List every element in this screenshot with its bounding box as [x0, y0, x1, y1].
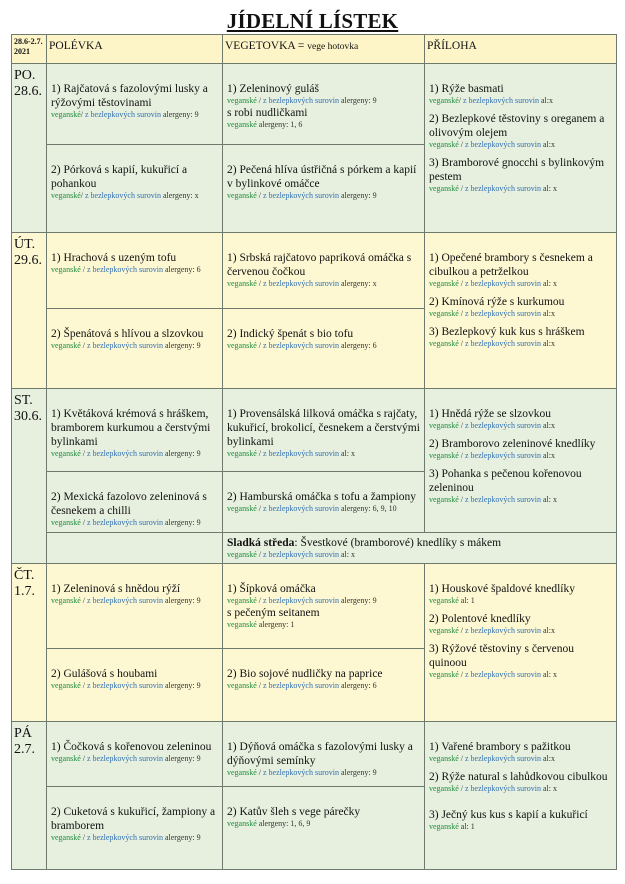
dish-name: 2) Gulášová s houbami	[51, 668, 158, 680]
dish-tag: veganské / z bezlepkových surovin alergeny: 9	[51, 518, 201, 527]
side-name: 2) Polentové knedlíky	[429, 613, 531, 625]
soup-cell	[47, 649, 223, 722]
side-item	[429, 467, 612, 505]
side-item	[429, 251, 612, 289]
day-date: 28.6.	[14, 84, 42, 99]
dish-name: 1) Srbská rajčatovo papriková omáčka s červenou čočkou	[227, 252, 412, 278]
sweet-tag: veganské / z bezlepkových surovin al: x	[227, 550, 355, 559]
day-date: 1.7.	[14, 584, 35, 599]
side-name: 3) Rýžové těstoviny s červenou quinoou	[429, 643, 574, 669]
dish-tag: veganské / z bezlepkových surovin alergeny: 6	[227, 681, 377, 690]
veg-cell	[223, 145, 425, 233]
side-tag: veganské / z bezlepkových surovin al:x	[429, 421, 555, 430]
side-tag: veganské/ z bezlepkových surovin al:x	[429, 96, 553, 105]
side-tag: veganské / z bezlepkových surovin al: x	[429, 495, 557, 504]
side-name: 1) Vařené brambory s pažitkou	[429, 741, 571, 753]
side-item	[429, 437, 612, 461]
side-name: 2) Rýže natural s lahůdkovou cibulkou	[429, 771, 608, 783]
side-item	[429, 325, 612, 349]
soup-cell	[47, 472, 223, 533]
date-range-year: 2021	[14, 47, 30, 56]
day-label	[12, 389, 47, 564]
menu-table	[11, 34, 617, 870]
col-side-header: PŘÍLOHA	[425, 35, 617, 64]
day-date: 30.6.	[14, 409, 42, 424]
side-tag: veganské / z bezlepkových surovin al: x	[429, 184, 557, 193]
dish-name: 2) Pečená hlíva ústřičná s pórkem a kapií v bylinkové omáčce	[227, 164, 417, 191]
dish-tag: veganské / z bezlepkových surovin al: x	[227, 449, 355, 458]
side-item	[429, 295, 612, 319]
side-tag: veganské / z bezlepkových surovin al:x	[429, 339, 555, 348]
side-name: 1) Houskové špaldové knedlíky	[429, 583, 575, 595]
dish-tag: veganské / z bezlepkových surovin alergeny: 9	[51, 449, 201, 458]
side-tag: veganské al: 1	[429, 596, 475, 605]
soup-cell	[47, 722, 223, 787]
dish-tag: veganské / z bezlepkových surovin alergeny: 9	[227, 191, 377, 201]
side-tag: veganské / z bezlepkových surovin al:x	[429, 140, 555, 149]
veg-cell	[223, 64, 425, 145]
dish-tag: veganské / z bezlepkových surovin alergeny: 9	[51, 833, 201, 842]
dish-name-extra: s pečeným seitanem	[227, 607, 320, 619]
dish-tag: veganské / z bezlepkových surovin alergeny: 9	[51, 681, 201, 690]
side-item	[429, 156, 612, 194]
sweet-wednesday-row	[12, 533, 617, 564]
day-name: ST.	[14, 393, 33, 408]
side-name: 3) Ječný kus kus s kapií a kukuřicí	[429, 809, 588, 821]
veg-cell	[223, 564, 425, 649]
dish-tag: veganské / z bezlepkových surovin alergeny: 9	[51, 341, 201, 350]
side-tag: veganské / z bezlepkových surovin al:x	[429, 626, 555, 635]
sweet-text: : Švestkové (bramborové) knedlíky s mákem	[294, 537, 502, 549]
day-row-wednesday	[12, 389, 617, 472]
dish-name: 2) Katův šleh s vege párečky	[227, 806, 361, 818]
dish-tag: veganské / z bezlepkových surovin alergeny: 9	[227, 596, 377, 605]
side-name: 1) Rýže basmati	[429, 83, 504, 95]
dish-name: 1) Zeleninový guláš	[227, 83, 319, 95]
dish-name: 1) Zeleninová s hnědou rýží	[51, 583, 181, 595]
dish-name: 1) Šípková omáčka	[227, 583, 316, 595]
side-cell	[425, 722, 617, 870]
side-tag: veganské / z bezlepkových surovin al:x	[429, 451, 555, 460]
dish-name: 2) Cuketová s kukuřicí, žampiony a bramborem	[51, 806, 216, 832]
veg-cell	[223, 472, 425, 533]
day-date: 2.7.	[14, 742, 35, 757]
soup-cell	[47, 389, 223, 472]
side-cell	[425, 564, 617, 722]
soup-cell	[47, 309, 223, 389]
day-name: PÁ	[14, 726, 32, 741]
side-item	[429, 770, 612, 794]
sweet-label: Sladká středa	[227, 537, 295, 549]
day-name: PO.	[14, 68, 36, 83]
dish-tag: veganské / z bezlepkových surovin alergeny: 9	[227, 768, 377, 777]
dish-name: 2) Špenátová s hlívou a slzovkou	[51, 328, 204, 340]
side-tag: veganské al: 1	[429, 822, 475, 831]
dish-tag: veganské/ z bezlepkových surovin alergeny: x	[51, 191, 199, 201]
dish-name: 2) Pórková s kapií, kukuřicí a pohankou	[51, 164, 188, 191]
dish-tag: veganské / z bezlepkových surovin alergeny: 6	[227, 341, 377, 350]
dish-tag: veganské / z bezlepkových surovin alergeny: 6, 9, 10	[227, 504, 397, 513]
dish-tag: veganské / z bezlepkových surovin alergeny: 6	[51, 265, 201, 274]
dish-tag: veganské / z bezlepkových surovin alergeny: 9	[227, 96, 377, 105]
side-item	[429, 740, 612, 764]
side-tag: veganské / z bezlepkových surovin al: x	[429, 670, 557, 679]
side-name: 1) Hnědá rýže se slzovkou	[429, 408, 551, 420]
veg-cell	[223, 787, 425, 870]
soup-cell	[47, 64, 223, 145]
dish-tag: veganské / z bezlepkových surovin alergeny: 9	[51, 596, 201, 605]
dish-name: 2) Bio sojové nudličky na paprice	[227, 668, 383, 680]
side-name: 1) Opečené brambory s česnekem a cibulkou a petrželkou	[429, 252, 593, 278]
day-row-thursday	[12, 564, 617, 649]
date-range	[12, 35, 47, 64]
side-item	[429, 612, 612, 636]
dish-name: 1) Dýňová omáčka s fazolovými lusky a dýňovými semínky	[227, 741, 413, 767]
dish-name: 1) Květáková krémová s hráškem, bramborem kurkumou a čerstvými bylinkami	[51, 408, 211, 448]
side-tag: veganské / z bezlepkových surovin al: x	[429, 784, 557, 793]
veg-cell	[223, 309, 425, 389]
header-row	[12, 35, 617, 64]
page-title: JÍDELNÍ LÍSTEK	[226, 9, 399, 33]
side-name: 2) Bezlepkové těstoviny s oreganem a olivovým olejem	[429, 113, 605, 139]
dish-name: 1) Provensálská lilková omáčka s rajčaty, kukuřicí, brokolicí, česnekem a čerstvými bylinkami	[227, 408, 420, 448]
dish-name: 1) Hrachová s uzeným tofu	[51, 252, 177, 264]
dish-tag: veganské / z bezlepkových surovin alergeny: 9	[51, 754, 201, 763]
side-item	[429, 582, 612, 606]
day-row-monday	[12, 64, 617, 145]
day-row-tuesday	[12, 233, 617, 309]
day-name: ÚT.	[14, 237, 36, 252]
veg-cell	[223, 389, 425, 472]
col-veg-label: VEGETOVKA =	[225, 40, 305, 52]
dish-name: 2) Mexická fazolovo zeleninová s česnekem a chilli	[51, 491, 207, 517]
dish-name: 1) Rajčatová s fazolovými lusky a rýžovými těstovinami	[51, 83, 208, 109]
dish-name: 2) Indický špenát s bio tofu	[227, 328, 354, 340]
side-tag: veganské / z bezlepkových surovin al:x	[429, 309, 555, 318]
col-veg-note: vege hotovka	[307, 42, 359, 52]
dish-tag: veganské alergeny: 1, 6, 9	[227, 819, 311, 828]
side-cell	[425, 64, 617, 233]
sweet-wednesday	[223, 533, 617, 564]
soup-cell	[47, 564, 223, 649]
day-name: ČT.	[14, 568, 35, 583]
side-tag: veganské / z bezlepkových surovin al: x	[429, 279, 557, 288]
side-name: 3) Bramborové gnocchi s bylinkovým pestem	[429, 157, 605, 183]
side-cell	[425, 389, 617, 533]
veg-cell	[223, 722, 425, 787]
side-item	[429, 407, 612, 431]
side-cell	[425, 233, 617, 389]
sweet-spacer	[47, 533, 223, 564]
dish-tag-extra: veganské alergeny: 1, 6	[227, 120, 303, 129]
side-item	[429, 642, 612, 680]
day-label	[12, 233, 47, 389]
veg-cell	[223, 649, 425, 722]
dish-tag: veganské/ z bezlepkových surovin alergeny: 9	[51, 110, 199, 119]
col-veg-header	[223, 35, 425, 64]
day-label	[12, 722, 47, 870]
day-label	[12, 64, 47, 233]
side-name: 2) Bramborovo zeleninové knedlíky	[429, 438, 596, 450]
dish-tag: veganské / z bezlepkových surovin alergeny: x	[227, 279, 377, 288]
side-name: 3) Bezlepkový kuk kus s hráškem	[429, 326, 585, 338]
soup-cell	[47, 233, 223, 309]
side-name: 2) Kmínová rýže s kurkumou	[429, 296, 565, 308]
dish-name-extra: s robi nudličkami	[227, 107, 308, 119]
day-date: 29.6.	[14, 253, 42, 268]
date-range-start: 28.6-2.7.	[14, 37, 43, 46]
side-item	[429, 808, 612, 832]
soup-cell	[47, 145, 223, 233]
side-tag: veganské / z bezlepkových surovin al:x	[429, 754, 555, 763]
veg-cell	[223, 233, 425, 309]
dish-name: 2) Hamburská omáčka s tofu a žampiony	[227, 491, 417, 503]
dish-name: 1) Čočková s kořenovou zeleninou	[51, 741, 212, 753]
day-label	[12, 564, 47, 722]
dish-tag-extra: veganské alergeny: 1	[227, 620, 295, 629]
soup-cell	[47, 787, 223, 870]
side-item	[429, 82, 612, 106]
col-soup-header: POLÉVKA	[47, 35, 223, 64]
side-name: 3) Pohanka s pečenou kořenovou zeleninou	[429, 468, 582, 494]
side-item	[429, 112, 612, 150]
day-row-friday	[12, 722, 617, 787]
